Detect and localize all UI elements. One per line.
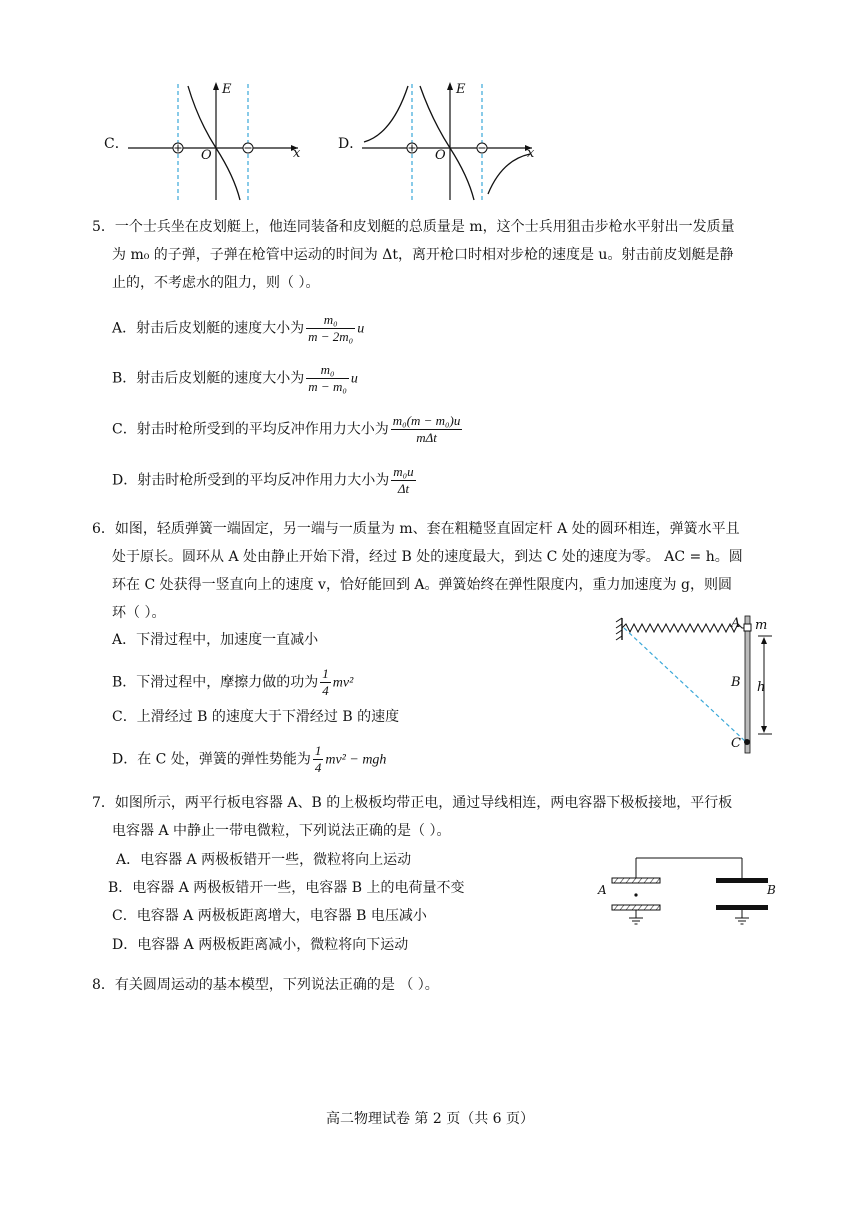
q5-option-d-fraction xyxy=(391,464,415,497)
q7-stem-line2: 电容器 A 中静止一带电微粒，下列说法正确的是（ ）。 xyxy=(112,823,451,839)
q7-option-a: A．电容器 A 两极板错开一些，微粒将向上运动 xyxy=(116,852,412,868)
q7-capacitor-figure xyxy=(596,852,786,932)
q6-fig-label-h: h xyxy=(757,680,766,695)
q6-option-b-text: B．下滑过程中，摩擦力做的功为 xyxy=(112,674,319,691)
q6-fig-label-b: B xyxy=(731,675,741,690)
graph-c-origin: O xyxy=(201,148,212,163)
q6-option-d-text: D．在 C 处，弹簧的弹性势能为 xyxy=(112,751,311,768)
q6-option-d-tail: mv² − mgh xyxy=(325,752,387,768)
q6-fig-label-a: A xyxy=(731,616,741,631)
option-d-label: D． xyxy=(338,136,364,152)
option-c-label: C． xyxy=(104,136,129,152)
q6-stem-line4: 环（ ）。 xyxy=(112,605,166,621)
q5-option-b-text: B．射击后皮划艇的速度大小为 xyxy=(112,370,305,387)
q5-option-a-num: m₀ xyxy=(306,312,355,329)
q5-option-b-tail: u xyxy=(350,371,358,387)
q5-option-a-fraction xyxy=(306,312,355,345)
q5-option-c-fraction xyxy=(391,413,463,446)
q5-option-c-num: m₀(m − m₀)u xyxy=(392,413,461,428)
q5-option-d-text: D．射击时枪所受到的平均反冲作用力大小为 xyxy=(112,472,390,489)
page-footer: 高二物理试卷 第 2 页（共 6 页） xyxy=(325,1111,535,1127)
q8-stem: 8．有关圆周运动的基本模型，下列说法正确的是 （ ）。 xyxy=(92,977,439,993)
q6-stem-line2: 处于原长。圆环从 A 处由静止开始下滑，经过 B 处的速度最大，到达 C 处的速度为零。 AC = h。圆 xyxy=(112,549,743,565)
q5-stem-line3: 止的，不考虑水的阻力，则（ ）。 xyxy=(112,275,320,291)
q5-option-a xyxy=(112,312,364,345)
q5-option-b xyxy=(112,362,358,395)
q6-fig-label-c: C xyxy=(731,736,741,751)
q6-option-b-den: 4 xyxy=(322,683,329,698)
q5-stem-line1: 5．一个士兵坐在皮划艇上，他连同装备和皮划艇的总质量是 m，这个士兵用狙击步枪水平射出一发质量 xyxy=(92,219,735,235)
q6-option-d xyxy=(112,743,386,776)
q5-option-a-den: m − 2m₀ xyxy=(308,329,354,344)
graph-d-origin: O xyxy=(435,148,446,163)
graph-c-axis-x: x xyxy=(293,146,301,161)
q5-option-a-text: A．射击后皮划艇的速度大小为 xyxy=(112,320,305,337)
q5-option-a-tail: u xyxy=(357,321,365,337)
graph-d xyxy=(362,80,542,205)
q5-option-b-fraction xyxy=(306,362,349,395)
q6-option-b-tail: mv² xyxy=(332,675,354,691)
q6-option-c: C．上滑经过 B 的速度大于下滑经过 B 的速度 xyxy=(112,709,400,725)
q5-stem-line2: 为 m₀ 的子弹，子弹在枪管中运动的时间为 Δt，离开枪口时相对步枪的速度是 u。射击前皮划艇是静 xyxy=(112,247,734,263)
q7-fig-label-b: B xyxy=(767,883,776,897)
q6-stem-line1: 6．如图，轻质弹簧一端固定，另一端与一质量为 m、套在粗糙竖直固定杆 A 处的圆环相连，弹簧水平且 xyxy=(92,521,740,537)
q7-option-d: D．电容器 A 两极板距离减小，微粒将向下运动 xyxy=(112,937,409,953)
q5-option-b-den: m − m₀ xyxy=(308,379,347,394)
q7-option-c: C．电容器 A 两极板距离增大，电容器 B 电压减小 xyxy=(112,908,427,924)
q6-option-d-num: 1 xyxy=(314,743,322,758)
q5-option-d-den: Δt xyxy=(397,481,410,496)
graph-d-axis-e: E xyxy=(456,82,466,97)
q5-option-c-den: mΔt xyxy=(416,430,437,445)
q6-option-b-num: 1 xyxy=(322,666,329,681)
q5-option-b-num: m₀ xyxy=(306,362,349,379)
graph-c xyxy=(128,80,308,205)
q7-option-b: B．电容器 A 两极板错开一些，电容器 B 上的电荷量不变 xyxy=(108,880,465,896)
q5-option-d-num: m₀u xyxy=(393,464,414,479)
q6-fig-label-m: m xyxy=(755,618,768,633)
q6-option-b-fraction xyxy=(320,666,331,699)
q5-option-d xyxy=(112,464,418,497)
q6-option-a: A．下滑过程中，加速度一直减小 xyxy=(112,632,319,648)
q5-option-c-text: C．射击时枪所受到的平均反冲作用力大小为 xyxy=(112,421,389,438)
q5-option-c xyxy=(112,413,464,446)
q6-option-d-den: 4 xyxy=(314,760,322,775)
q7-fig-label-a: A xyxy=(598,883,607,897)
q6-option-d-fraction xyxy=(313,743,324,776)
q6-option-b xyxy=(112,666,353,699)
graph-d-axis-x: x xyxy=(527,146,535,161)
q6-stem-line3: 环在 C 处获得一竖直向上的速度 v，恰好能回到 A。弹簧始终在弹性限度内，重力加速度为 g，则圆 xyxy=(112,577,732,593)
q7-stem-line1: 7．如图所示，两平行板电容器 A、B 的上极板均带正电，通过导线相连，两电容器下极板接地，平行板 xyxy=(92,795,733,811)
graph-c-axis-e: E xyxy=(222,82,232,97)
